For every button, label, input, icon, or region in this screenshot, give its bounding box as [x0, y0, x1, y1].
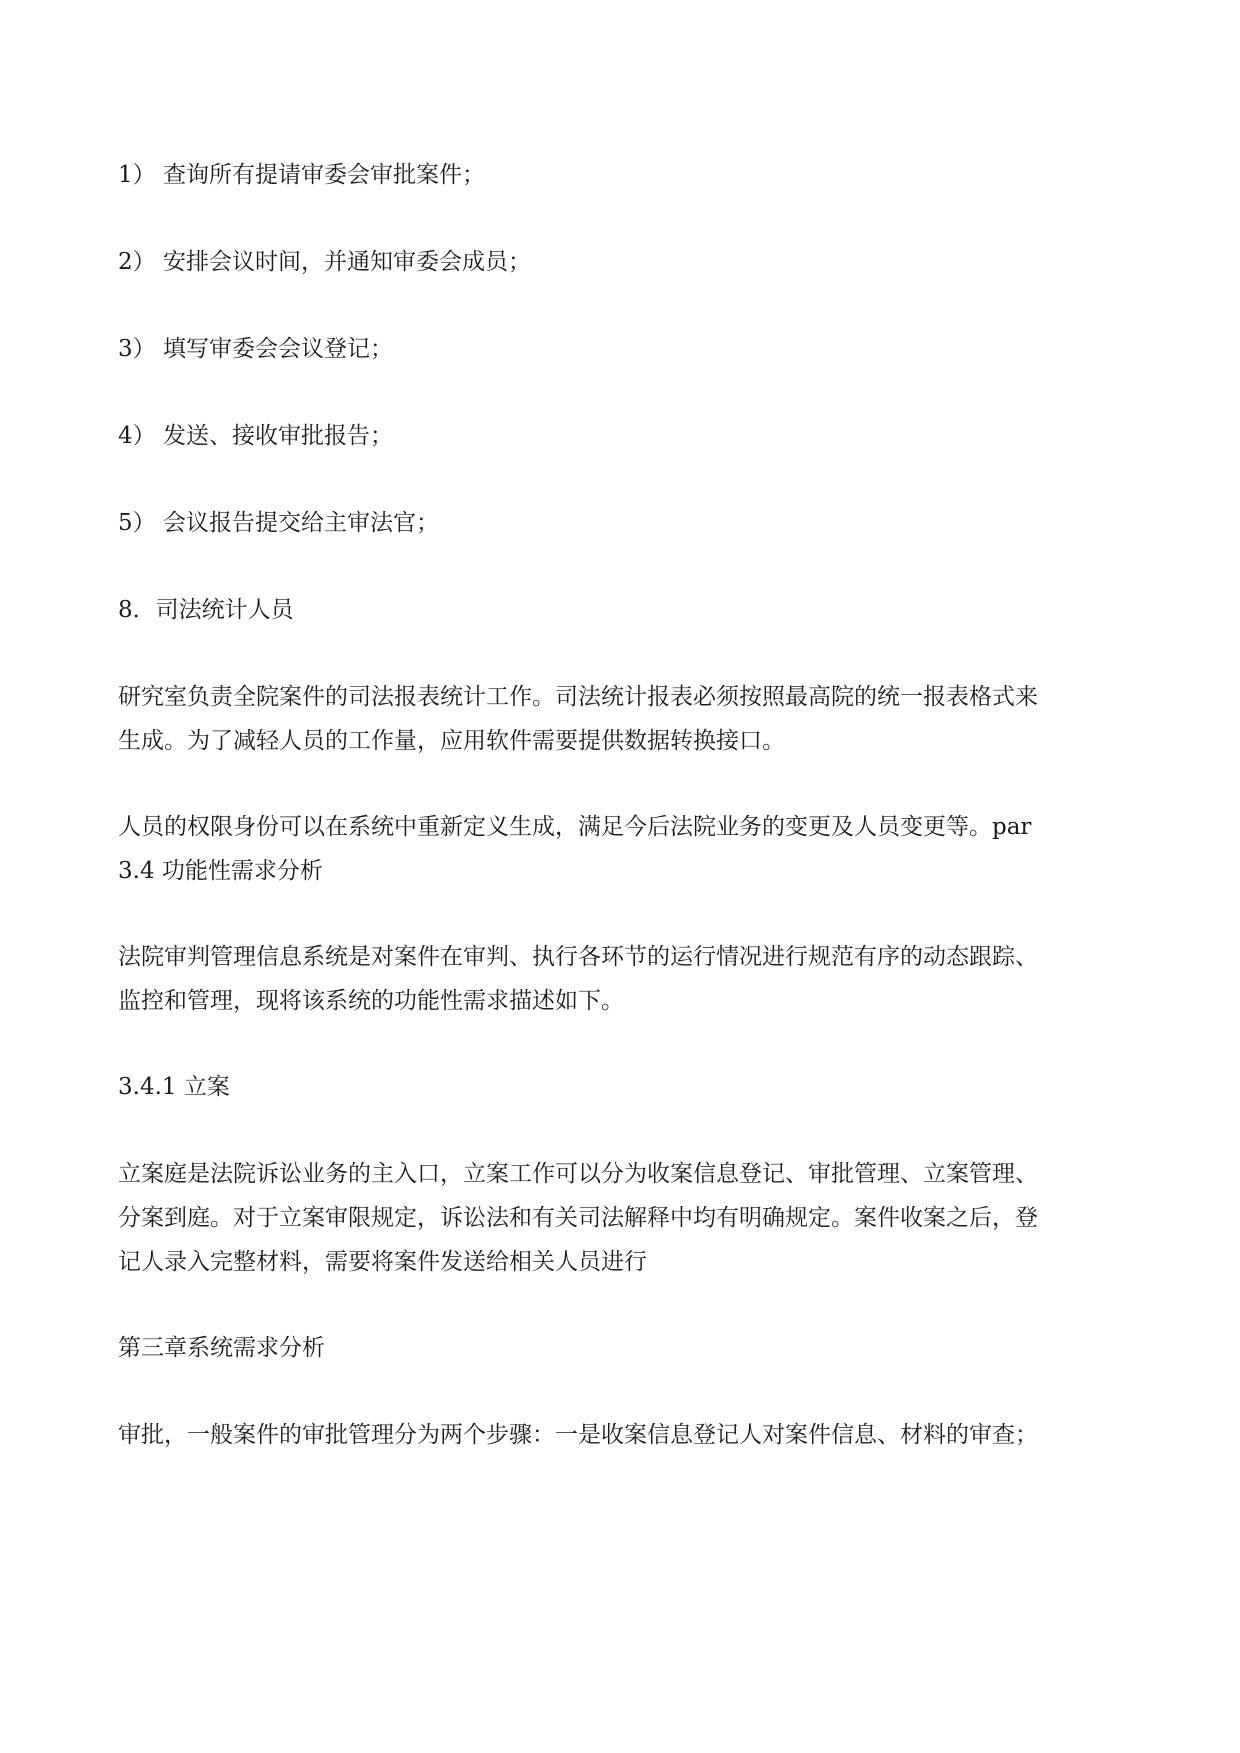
list-item-send-receive-report: 4） 发送、接收审批报告；	[118, 423, 393, 449]
section-heading-filing: 3.4.1 立案	[118, 1074, 230, 1100]
list-item-query-cases: 1） 查询所有提请审委会审批案件；	[118, 162, 485, 188]
paragraph-system-overview: 法院审判管理信息系统是对案件在审判、执行各环节的运行情况进行规范有序的动态跟踪、 监控和管理，现将该系统的功能性需求描述如下。	[118, 944, 1038, 1014]
list-item-submit-report: 5） 会议报告提交给主审法官；	[118, 510, 439, 536]
section-heading-statistics-staff: 8．司法统计人员	[118, 597, 294, 623]
chapter-heading-requirements: 第三章系统需求分析	[118, 1335, 325, 1361]
paragraph-approval: 审批，一般案件的审批管理分为两个步骤：一是收案信息登记人对案件信息、材料的审查；	[118, 1422, 1038, 1448]
paragraph-permissions: 人员的权限身份可以在系统中重新定义生成，满足今后法院业务的变更及人员变更等。par 3.4 功能性需求分析	[118, 814, 1032, 884]
list-item-arrange-meeting: 2） 安排会议时间，并通知审委会成员；	[118, 249, 531, 275]
paragraph-research-office: 研究室负责全院案件的司法报表统计工作。司法统计报表必须按照最高院的统一报表格式来 生成。为了减轻人员的工作量，应用软件需要提供数据转换接口。	[118, 684, 1038, 754]
list-item-fill-registration: 3） 填写审委会会议登记；	[118, 336, 393, 362]
paragraph-filing: 立案庭是法院诉讼业务的主入口，立案工作可以分为收案信息登记、审批管理、立案管理、 分案到庭。对于立案审限规定，诉讼法和有关司法解释中均有明确规定。案件收案之后，登 记人录入完整材料，需要将案件发送给相关人员进行	[118, 1161, 1038, 1275]
